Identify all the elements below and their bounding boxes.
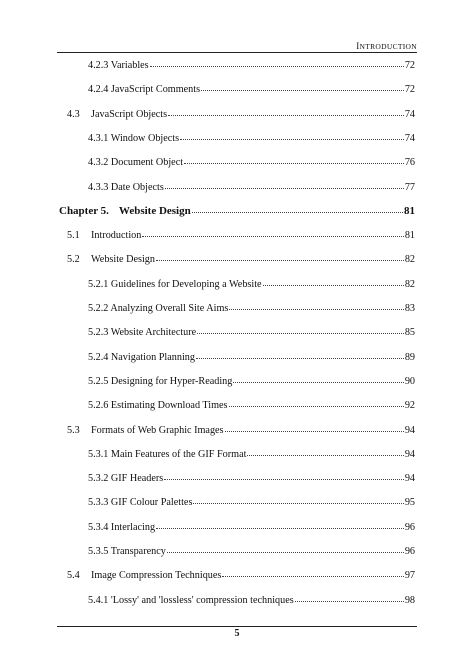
toc-entry-title [88,279,262,291]
toc-entry-text: 5.4.1 'Lossy' and 'lossless' compression techniques [88,594,294,606]
toc-entry-title [67,254,155,266]
toc-entry-page: 96 [404,521,415,533]
dot-leader [184,154,404,164]
toc-entry-title [88,595,294,607]
toc-entry[interactable] [0,568,474,582]
dot-leader [168,106,404,116]
toc-entry-page: 94 [404,448,415,460]
toc-entry-page: 85 [404,327,415,339]
toc-entry-title [88,157,183,169]
toc-entry-page: 81 [404,230,415,242]
toc-entry-page: 77 [404,181,415,193]
toc-entry-text: 5.3.4 Interlacing [88,521,156,533]
toc-entry-text: 4.3.2 Document Object [88,157,184,169]
toc-entry-number: 5.1 [67,230,80,242]
toc-entry-title [88,182,164,194]
toc-entry-text: 5.3.1 Main Features of the GIF Format [88,448,247,460]
toc-entry-text: 5.2.1 Guidelines for Developing a Website [88,278,262,290]
toc-entry[interactable] [0,374,474,388]
dot-leader [164,470,404,480]
toc-entry-title [88,546,166,558]
toc-entry-text: 5.3.2 GIF Headers [88,473,164,485]
dot-leader [150,57,404,67]
toc-entry-number: 5.2 [67,254,80,266]
toc-entry-text: 4.2.3 Variables [88,60,149,71]
toc-entry[interactable] [0,350,474,364]
toc-entry-text: 5.2.4 Navigation Planning [88,351,195,363]
toc-entry-title [88,376,232,388]
toc-entry-number: 4.3 [67,108,80,120]
toc-entry-text: JavaScript Objects [91,108,168,120]
toc-entry-text: 5.2.3 Website Architecture [88,327,197,339]
toc-entry-title [59,205,191,217]
toc-entry-page: 82 [404,278,415,290]
dot-leader [229,300,403,310]
toc-entry-page: 83 [404,303,415,314]
toc-entry-title [88,522,155,534]
dot-leader [201,81,404,91]
toc-entry-page: 90 [404,375,415,387]
toc-entry-title [88,60,149,72]
toc-entry[interactable] [0,544,474,558]
toc-entry[interactable] [0,447,474,461]
toc-entry-text: 4.2.4 JavaScript Comments [88,84,201,96]
toc-entry[interactable] [0,252,474,266]
toc-entry[interactable] [0,155,474,169]
toc-entry[interactable] [0,471,474,485]
toc-entry[interactable] [0,398,474,412]
toc-entry-page: 76 [404,157,415,169]
toc-entry[interactable] [0,82,474,96]
dot-leader [233,373,403,383]
toc-entry-page: 82 [404,254,415,266]
dot-leader [167,543,404,553]
toc-entry-text: 4.3.3 Date Objects [88,181,164,193]
toc-entry[interactable] [0,423,474,437]
toc-entry-text: 5.2.5 Designing for Hyper-Reading [88,375,233,387]
toc-entry-title [88,327,196,339]
toc-entry-text: 5.3.3 GIF Colour Palettes [88,497,193,509]
dot-leader [247,446,403,456]
toc-entry-page: 97 [404,570,415,582]
running-header-initial: I [356,41,360,51]
dot-leader [192,203,403,213]
dot-leader [165,179,404,189]
toc-entry-title [88,497,192,509]
toc-entry[interactable] [0,495,474,509]
toc-entry[interactable] [0,593,474,607]
toc-chapter-entry[interactable] [0,204,474,217]
toc-entry-page: 96 [404,546,415,557]
toc-entry-page: 92 [404,400,415,412]
toc-entry-page: 72 [404,84,415,96]
toc-entry-text: Formats of Web Graphic Images [91,424,224,436]
dot-leader [263,276,404,286]
toc-entry-text: Introduction [91,230,142,242]
header-rule [57,52,417,53]
toc-entry-text: 5.2.2 Analyzing Overall Site Aims [88,303,229,314]
toc-entry-title [67,425,224,437]
toc-entry-page: 98 [404,594,415,606]
toc-entry-text: 5.3.5 Transparency [88,546,166,557]
dot-leader [196,349,404,359]
toc-entry-page: 94 [404,473,415,485]
toc-entry[interactable] [0,301,474,315]
toc-entry-number: 5.3 [67,424,80,436]
toc-entry[interactable] [0,58,474,72]
dot-leader [142,227,403,237]
dot-leader [225,422,404,432]
toc-entry-text: Website Design [91,254,155,266]
toc-entry-page: 89 [404,351,415,363]
toc-entry-text: 4.3.1 Window Objects [88,132,180,144]
toc-entry[interactable] [0,277,474,291]
dot-leader [197,324,404,334]
toc-entry-title [88,84,200,96]
toc-entry-page: 74 [404,132,415,144]
toc-entry[interactable] [0,228,474,242]
toc-entry-text: Website Design [118,204,191,217]
toc-entry-number: Chapter 5. [59,204,109,217]
toc-entry-title [88,449,246,461]
page-number: 5 [234,628,240,639]
toc-entry-text: 5.2.6 Estimating Download Times [88,400,228,412]
toc-entry[interactable] [0,180,474,194]
dot-leader [193,494,403,504]
toc-entry-page: 81 [404,204,415,217]
toc-entry[interactable] [0,520,474,534]
toc-entry-title [88,352,195,364]
toc-entry[interactable] [0,131,474,145]
dot-leader [156,519,404,529]
toc-entry[interactable] [0,107,474,121]
dot-leader [222,567,403,577]
dot-leader [295,592,404,602]
toc-entry-title [88,400,228,412]
toc-entry-text: Image Compression Techniques [91,570,222,582]
footer-rule [57,626,417,627]
toc-entry-page: 74 [404,108,415,120]
toc-entry-number: 5.4 [67,570,80,582]
toc-entry[interactable] [0,325,474,339]
dot-leader [229,397,404,407]
toc-entry-title [88,303,228,315]
running-header-rest: NTRODUCTION [359,42,417,51]
dot-leader [180,130,404,140]
toc-entry-title [67,109,167,121]
toc-entry-title [67,570,221,582]
toc-entry-title [88,473,163,485]
running-header [0,41,474,51]
toc-entry-title [67,230,141,242]
dot-leader [156,251,404,261]
toc-entry-page: 94 [404,424,415,436]
toc-entry-page: 72 [404,60,415,71]
toc-entry-title [88,133,179,145]
toc-entry-page: 95 [404,497,415,509]
